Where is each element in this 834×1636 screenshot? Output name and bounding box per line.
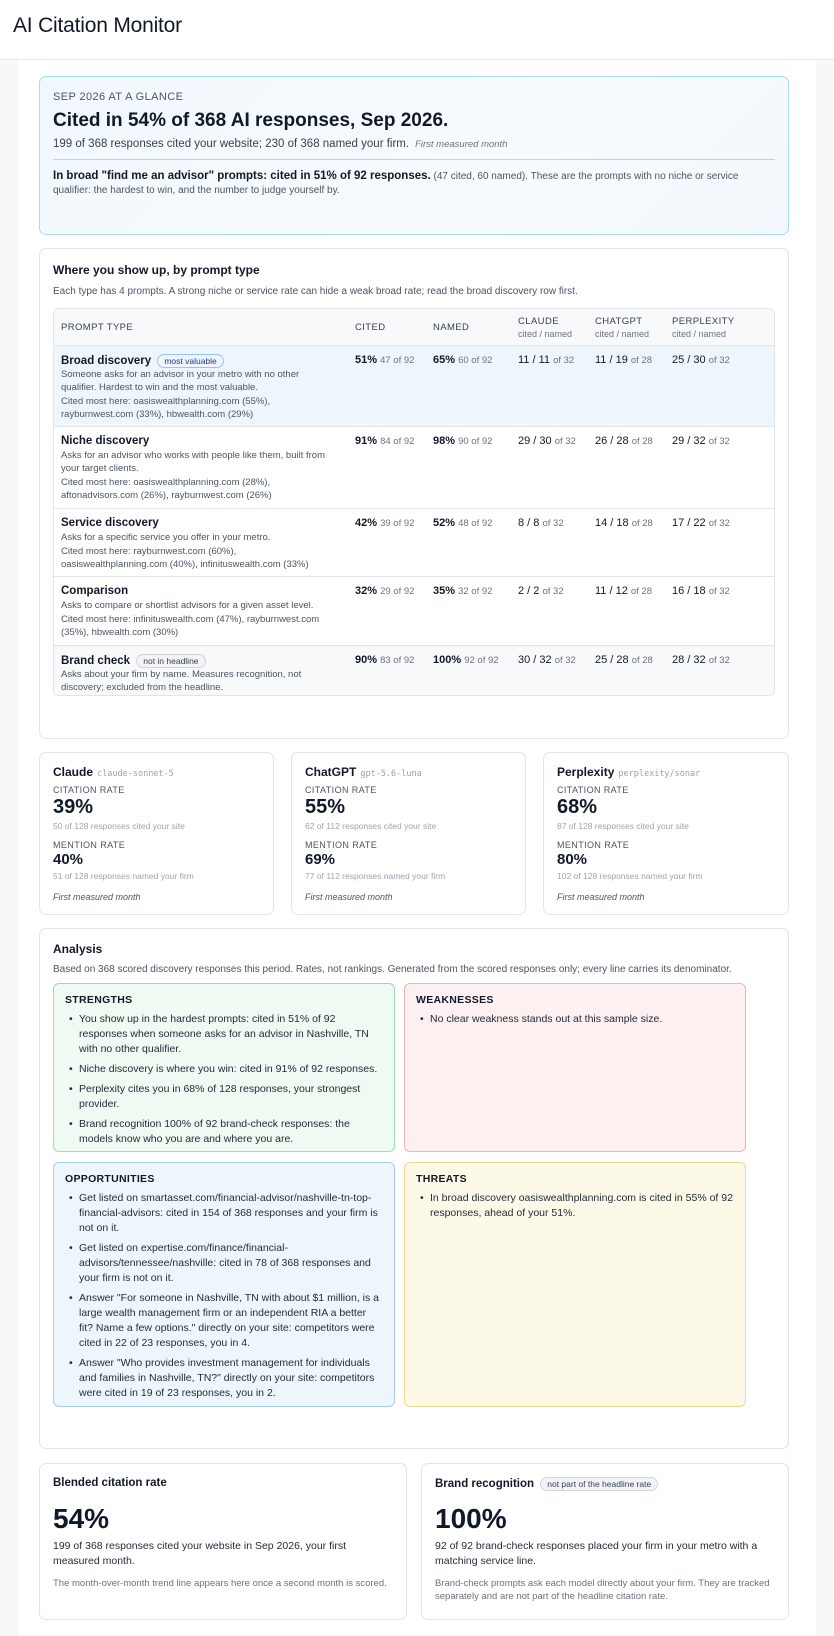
strengths-list <box>65 1012 383 1147</box>
glance-subline <box>53 138 507 150</box>
broad-summary-rest: (47 cited, 60 named). These are the prompts with no niche or service qualifier: the hardest to win, and the number to judge yourself by. <box>53 171 739 196</box>
table-row-comparison <box>54 577 775 646</box>
named-pct: 100% <box>433 654 462 666</box>
mention-rate-value: 69% <box>305 851 336 868</box>
table-row-service-discovery <box>54 509 775 577</box>
mention-rate-detail: 102 of 128 responses named your firm <box>557 871 703 881</box>
blended-value: 54% <box>53 1503 110 1534</box>
named-of: 92 of 92 <box>464 655 499 666</box>
chatgpt-value: 11 / 19 <box>595 354 628 366</box>
table-row-brand-check <box>54 646 775 696</box>
model-name-text: Perplexity <box>557 765 615 779</box>
citation-rate-detail: 87 of 128 responses cited your site <box>557 821 689 831</box>
mention-rate-value: 40% <box>53 851 84 868</box>
threats-list <box>416 1191 734 1221</box>
glance-eyebrow: SEP 2026 AT A GLANCE <box>53 91 184 103</box>
glance-headline: Cited in 54% of 368 AI responses, Sep 2026. <box>53 110 449 131</box>
strengths-title: STRENGTHS <box>65 994 133 1006</box>
named-pct: 52% <box>433 517 456 529</box>
glance-sub-text: 199 of 368 responses cited your website; 230 of 368 named your firm. <box>53 138 410 150</box>
perplexity-of: of 32 <box>708 436 730 447</box>
row-description: Asks for a specific service you offer in your metro. <box>61 532 271 543</box>
table-header <box>54 309 775 346</box>
named-pct: 35% <box>433 585 456 597</box>
row-description: Asks about your firm by name. Measures recognition, not discovery; excluded from the headline. <box>61 669 302 693</box>
citation-rate-value: 39% <box>53 796 94 818</box>
claude-value: 11 / 11 <box>518 354 551 366</box>
cell-named <box>433 354 492 366</box>
cited-pct: 91% <box>355 435 378 447</box>
claude-of: of 32 <box>542 518 564 529</box>
cell-chatgpt <box>595 435 653 447</box>
claude-value: 2 / 2 <box>518 585 540 597</box>
table-row-broad-discovery <box>54 346 775 427</box>
citation-rate-value: 68% <box>557 796 598 818</box>
cell-cited <box>355 354 414 366</box>
perplexity-of: of 32 <box>708 518 730 529</box>
perplexity-value: 29 / 32 <box>672 435 706 447</box>
model-name-text: ChatGPT <box>305 765 357 779</box>
perplexity-of: of 32 <box>708 355 730 366</box>
model-id: perplexity/sonar <box>618 769 701 779</box>
row-name: Comparison <box>61 585 129 597</box>
cell-claude <box>518 585 564 597</box>
cell-cited <box>355 654 414 666</box>
row-name <box>61 654 206 668</box>
row-name-text: Brand check <box>61 655 131 667</box>
mention-rate-label: MENTION RATE <box>557 840 630 850</box>
app-title: AI Citation Monitor <box>13 14 182 37</box>
citation-rate-label: CITATION RATE <box>305 785 377 795</box>
claude-value: 8 / 8 <box>518 517 540 529</box>
threats-title: THREATS <box>416 1173 467 1185</box>
list-item: • No clear weakness stands out at this sample size. <box>416 1012 734 1027</box>
cell-perplexity <box>672 435 730 447</box>
perplexity-value: 17 / 22 <box>672 517 706 529</box>
chatgpt-of: of 28 <box>631 518 653 529</box>
claude-of: of 32 <box>554 436 576 447</box>
citation-rate-value: 55% <box>305 796 346 818</box>
chatgpt-value: 26 / 28 <box>595 435 629 447</box>
cell-perplexity <box>672 585 730 597</box>
claude-of: of 32 <box>554 655 576 666</box>
cell-cited <box>355 435 414 447</box>
model-card-claude <box>39 752 274 915</box>
cited-of: 29 of 92 <box>380 586 415 597</box>
list-item: • Get listed on expertise.com/finance/financial-advisors/tennessee/nashville: cited in 78 of 368 responses and your firm is not on it. <box>65 1241 383 1286</box>
named-pct: 65% <box>433 354 456 366</box>
citation-rate-label: CITATION RATE <box>557 785 629 795</box>
cell-chatgpt <box>595 654 653 666</box>
top-bar <box>0 0 834 60</box>
prompt-type-card <box>39 248 789 739</box>
report-main <box>18 60 816 1636</box>
cell-claude <box>518 654 576 666</box>
cell-cited <box>355 517 414 529</box>
claude-value: 29 / 30 <box>518 435 552 447</box>
named-of: 32 of 92 <box>458 586 493 597</box>
list-item: • Answer "For someone in Nashville, TN with about $1 million, is a large wealth management firm or an independent RIA a better fit? Name a few options." directly on your site: competitors were cited in 22 of 23 responses, you in 4. <box>65 1291 383 1351</box>
analysis-title: Analysis <box>53 942 103 956</box>
col-header-claude-sub: cited / named <box>518 329 573 339</box>
perplexity-value: 28 / 32 <box>672 654 706 666</box>
blended-text: 199 of 368 responses cited your website in Sep 2026, your first measured month. <box>53 1540 347 1567</box>
cited-of: 47 of 92 <box>380 355 415 366</box>
col-header-type: PROMPT TYPE <box>61 322 134 333</box>
mention-rate-detail: 51 of 128 responses named your firm <box>53 871 194 881</box>
perplexity-value: 25 / 30 <box>672 354 706 366</box>
chatgpt-value: 14 / 18 <box>595 517 629 529</box>
list-item: • You show up in the hardest prompts: cited in 51% of 92 responses when someone asks for an advisor in Nashville, TN with no other qualifier. <box>65 1012 383 1057</box>
opportunities-title: OPPORTUNITIES <box>65 1173 155 1185</box>
prompt-type-table <box>53 308 775 696</box>
row-description: Someone asks for an advisor in your metro with no other qualifier. Hardest to win and the most valuable. <box>61 369 300 393</box>
most-valuable-badge: most valuable <box>157 354 223 368</box>
cell-chatgpt <box>595 354 652 366</box>
list-item: • Get listed on smartasset.com/financial-advisor/nashville-tn-top-financial-advisors: cited in 154 of 368 responses and your firm is not on it. <box>65 1191 383 1236</box>
glance-divider <box>53 159 775 160</box>
glance-broad-summary <box>53 169 753 198</box>
model-name-text: Claude <box>53 765 94 779</box>
cell-claude <box>518 435 576 447</box>
cell-chatgpt <box>595 585 652 597</box>
claude-value: 30 / 32 <box>518 654 552 666</box>
cell-perplexity <box>672 517 730 529</box>
cell-named <box>433 585 492 597</box>
cell-claude <box>518 517 564 529</box>
brand-note: Brand-check prompts ask each model directly about your firm. They are tracked separately and are not part of the headline citation rate. <box>435 1578 770 1602</box>
cell-chatgpt <box>595 517 653 529</box>
model-name <box>557 765 700 779</box>
row-cited-most: Cited most here: oasiswealthplanning.com (55%), rayburnwest.com (33%), hbwealth.com (29%) <box>61 396 271 420</box>
first-month-note: First measured month <box>305 892 393 902</box>
blended-note: The month-over-month trend line appears here once a second month is scored. <box>53 1578 387 1589</box>
cited-of: 83 of 92 <box>380 655 415 666</box>
prompt-type-title: Where you show up, by prompt type <box>53 263 260 277</box>
glance-card <box>39 76 789 235</box>
chatgpt-of: of 28 <box>630 586 653 597</box>
row-name: Service discovery <box>61 517 159 529</box>
chatgpt-of: of 28 <box>631 436 653 447</box>
chatgpt-value: 25 / 28 <box>595 654 629 666</box>
weaknesses-box <box>404 983 746 1152</box>
col-header-named: NAMED <box>433 322 470 333</box>
cell-claude <box>518 354 574 366</box>
row-name: Niche discovery <box>61 435 150 447</box>
row-cited-most: Cited most here: rayburnwest.com (60%), oasiswealthplanning.com (40%), infinituswealth.com (33%) <box>61 546 309 570</box>
blended-title: Blended citation rate <box>53 1477 167 1489</box>
brand-title-text: Brand recognition <box>435 1478 535 1490</box>
chatgpt-value: 11 / 12 <box>595 585 628 597</box>
row-cited-most: Cited most here: infinituswealth.com (47%), rayburnwest.com (35%), hbwealth.com (30%) <box>61 614 320 638</box>
broad-summary-bold: In broad "find me an advisor" prompts: cited in 51% of 92 responses. <box>53 170 431 182</box>
citation-rate-detail: 62 of 112 responses cited your site <box>305 821 437 831</box>
cell-perplexity <box>672 354 730 366</box>
perplexity-value: 16 / 18 <box>672 585 706 597</box>
row-description: Asks to compare or shortlist advisors for a given asset level. <box>61 600 314 611</box>
opportunities-box <box>53 1162 395 1407</box>
col-header-chatgpt-label: CHATGPT <box>595 316 643 327</box>
col-header-perplexity <box>672 316 735 339</box>
named-of: 60 of 92 <box>458 355 493 366</box>
cell-named <box>433 654 499 666</box>
list-item: • Niche discovery is where you win: cited in 91% of 92 responses. <box>65 1062 383 1077</box>
cell-perplexity <box>672 654 730 666</box>
not-in-headline-badge: not in headline <box>136 654 205 668</box>
col-header-claude-label: CLAUDE <box>518 316 559 327</box>
list-item: • In broad discovery oasiswealthplanning.com is cited in 55% of 92 responses, ahead of your 51%. <box>416 1191 734 1221</box>
mention-rate-value: 80% <box>557 851 588 868</box>
analysis-card <box>39 928 789 1449</box>
named-of: 90 of 92 <box>458 436 493 447</box>
col-header-chatgpt-sub: cited / named <box>595 329 650 339</box>
claude-of: of 32 <box>542 586 564 597</box>
cited-pct: 42% <box>355 517 378 529</box>
cell-named <box>433 517 492 529</box>
brand-text: 92 of 92 brand-check responses placed your firm in your metro with a matching service line. <box>435 1540 758 1567</box>
threats-box <box>404 1162 746 1407</box>
model-name <box>53 765 174 779</box>
cited-pct: 51% <box>355 354 378 366</box>
list-item: • Answer "Who provides investment management for individuals and families in Nashville, TN?" directly on your site: competitors were cited in 19 of 23 responses, you in 2. <box>65 1356 383 1401</box>
model-id: claude-sonnet-5 <box>97 769 174 779</box>
cited-of: 39 of 92 <box>380 518 415 529</box>
mention-rate-label: MENTION RATE <box>305 840 378 850</box>
brand-title <box>435 1477 658 1491</box>
col-header-perplexity-sub: cited / named <box>672 329 727 339</box>
cited-pct: 90% <box>355 654 378 666</box>
prompt-type-description: Each type has 4 prompts. A strong niche or service rate can hide a weak broad rate; read the broad discovery row first. <box>53 286 578 297</box>
glance-note: First measured month <box>415 139 508 150</box>
row-name <box>61 354 224 368</box>
model-card-perplexity <box>543 752 789 915</box>
brand-value: 100% <box>435 1503 507 1534</box>
weaknesses-list <box>416 1012 734 1027</box>
row-name-text: Broad discovery <box>61 355 152 367</box>
mention-rate-detail: 77 of 112 responses named your firm <box>305 871 446 881</box>
col-header-claude <box>518 316 572 339</box>
list-item: • Perplexity cites you in 68% of 128 responses, your strongest provider. <box>65 1082 383 1112</box>
cell-named <box>433 435 492 447</box>
blended-citation-card <box>39 1463 407 1620</box>
opportunities-list <box>65 1191 383 1401</box>
cell-cited <box>355 585 414 597</box>
weaknesses-title: WEAKNESSES <box>416 994 494 1006</box>
chatgpt-of: of 28 <box>630 355 653 366</box>
perplexity-of: of 32 <box>708 586 730 597</box>
brand-badge: not part of the headline rate <box>540 1477 658 1491</box>
cited-pct: 32% <box>355 585 378 597</box>
first-month-note: First measured month <box>53 892 141 902</box>
first-month-note: First measured month <box>557 892 645 902</box>
model-name <box>305 765 422 779</box>
col-header-chatgpt <box>595 316 649 339</box>
strengths-box <box>53 983 395 1152</box>
row-cited-most: Cited most here: oasiswealthplanning.com (28%), aftonadvisors.com (26%), rayburnwest.com (26%) <box>61 477 272 501</box>
col-header-perplexity-label: PERPLEXITY <box>672 316 735 327</box>
col-header-cited: CITED <box>355 322 386 333</box>
named-pct: 98% <box>433 435 456 447</box>
chatgpt-of: of 28 <box>631 655 653 666</box>
mention-rate-label: MENTION RATE <box>53 840 126 850</box>
table-row-niche-discovery <box>54 427 775 509</box>
perplexity-of: of 32 <box>708 655 730 666</box>
analysis-description: Based on 368 scored discovery responses this period. Rates, not rankings. Generated from the scored responses only; every line carries its denominator. <box>53 964 732 975</box>
list-item: • Brand recognition 100% of 92 brand-check responses: the models know who you are and where you are. <box>65 1117 383 1147</box>
named-of: 48 of 92 <box>458 518 493 529</box>
brand-recognition-card <box>421 1463 789 1620</box>
model-card-chatgpt <box>291 752 526 915</box>
cited-of: 84 of 92 <box>380 436 415 447</box>
model-id: gpt-5.6-luna <box>360 769 422 779</box>
citation-rate-detail: 50 of 128 responses cited your site <box>53 821 185 831</box>
citation-rate-label: CITATION RATE <box>53 785 125 795</box>
row-description: Asks for an advisor who works with people like them, built from your target clients. <box>61 450 325 474</box>
claude-of: of 32 <box>553 355 575 366</box>
